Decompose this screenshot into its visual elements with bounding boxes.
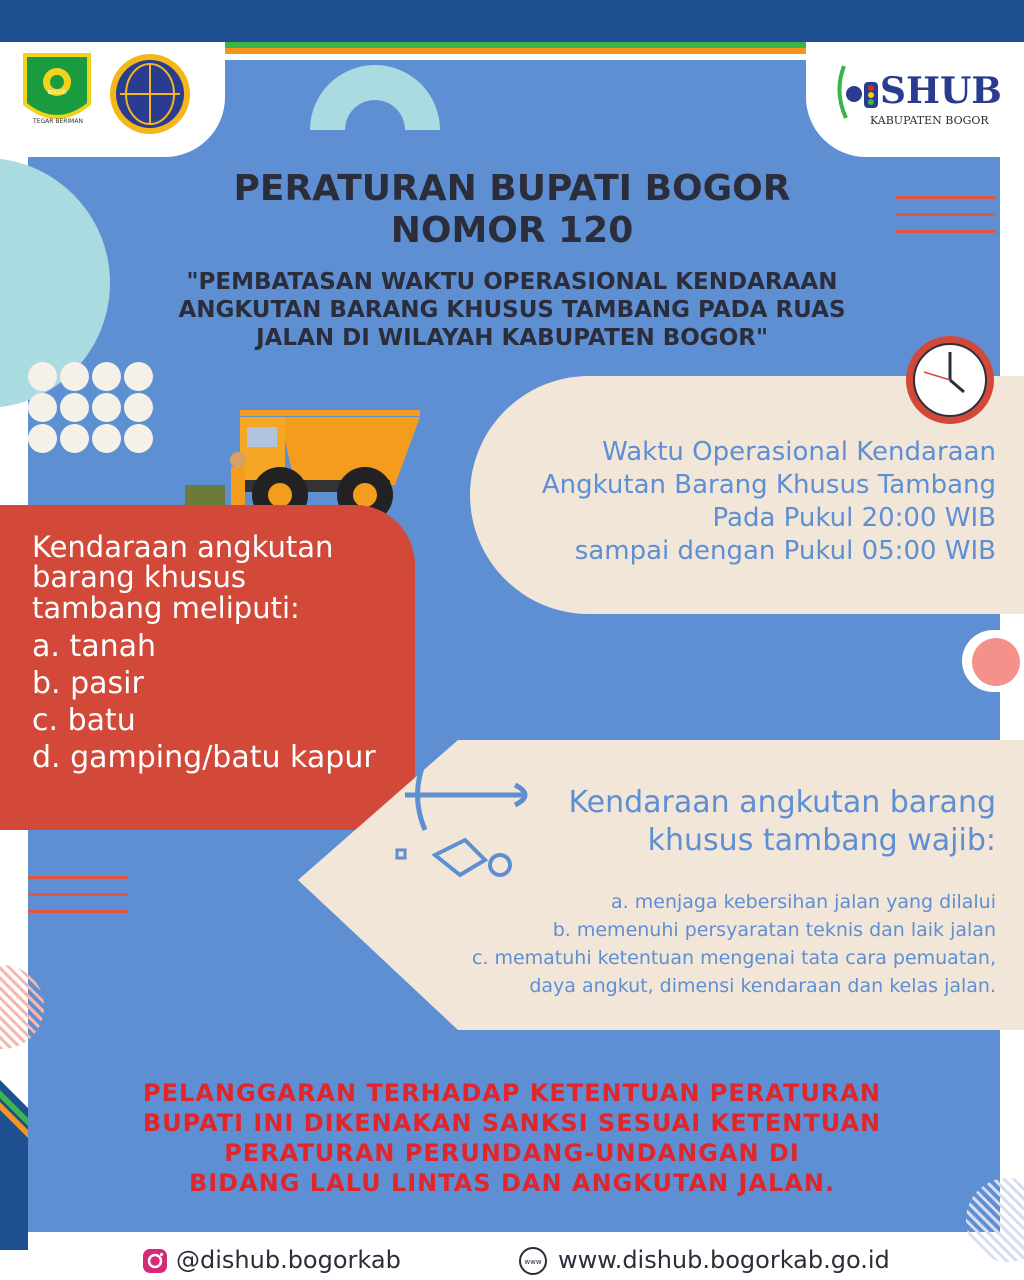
subtitle-line-2: ANGKUTAN BARANG KHUSUS TAMBANG PADA RUAS [178,297,846,323]
obligations-title-1: Kendaraan angkutan barang [568,785,996,820]
www-icon-label: www [524,1258,542,1266]
vehicle-item: d. gamping/batu kapur [32,740,376,775]
time-line-3: Pada Pukul 20:00 WIB [712,503,996,533]
emblem-sublabel: BOGOR [47,90,67,96]
vehicle-item: a. tanah [32,629,157,664]
vehicle-intro-1: Kendaraan angkutan [32,530,334,564]
sanction-line-4: BIDANG LALU LINTAS DAN ANGKUTAN JALAN. [188,1169,836,1197]
globe-icon [518,1246,548,1276]
corner-decoration [0,1080,60,1250]
traffic-light-icon [832,62,882,122]
vehicle-intro-3: tambang meliputi: [32,591,300,625]
title-line-1: PERATURAN BUPATI BOGOR [233,168,791,209]
vehicle-intro-2: barang khusus [32,560,247,594]
time-line-4: sampai dengan Pukul 05:00 WIB [574,536,996,566]
subtitle-line-1: "PEMBATASAN WAKTU OPERASIONAL KENDARAAN [186,269,838,295]
obligation-item: daya angkut, dimensi kendaraan dan kelas jalan. [529,975,996,997]
emblem-caption: TEGAR BERIMAN [33,118,83,125]
obligations-title-2: khusus tambang wajib: [647,823,996,858]
dishub-caption: KABUPATEN BOGOR [870,114,989,127]
obligation-item: a. menjaga kebersihan jalan yang dilalui [611,891,996,913]
decor-lines-right [896,196,996,233]
subtitle-line-3: JALAN DI WILAYAH KABUPATEN BOGOR" [256,325,768,351]
vehicle-item: c. batu [32,703,136,738]
obligations-list [296,888,996,1000]
sanction-line-2: BUPATI INI DIKENAKAN SANKSI SESUAI KETENTUAN [142,1109,882,1137]
dot-grid [28,362,158,462]
kemenhub-emblem-icon [108,52,192,136]
time-line-1: Waktu Operasional Kendaraan [602,437,996,467]
time-line-2: Angkutan Barang Khusus Tambang [541,470,996,500]
dishub-logo-text: SHUB [880,70,1002,112]
arch-decoration [300,60,450,140]
vehicle-item: b. pasir [32,666,144,701]
title-line-2: NOMOR 120 [390,210,634,251]
instagram-icon [142,1248,168,1274]
obligations-title [476,784,996,860]
decor-lines-left [28,876,128,913]
sanction-line-3: PERATURAN PERUNDANG-UNDANGAN DI [224,1139,800,1167]
clock-icon [902,332,998,428]
pink-circle [972,638,1020,686]
instagram-handle[interactable]: @dishub.bogorkab [176,1246,401,1274]
operational-time-text [456,436,996,568]
top-bar [0,0,1024,42]
website-link[interactable]: www.dishub.bogorkab.go.id [558,1246,890,1274]
obligation-item: b. memenuhi persyaratan teknis dan laik jalan [552,919,996,941]
sanction-line-1: PELANGGARAN TERHADAP KETENTUAN PERATURAN [143,1079,881,1107]
sanction-text [60,1078,964,1198]
obligation-item: c. mematuhi ketentuan mengenai tata cara pemuatan, [471,947,996,969]
